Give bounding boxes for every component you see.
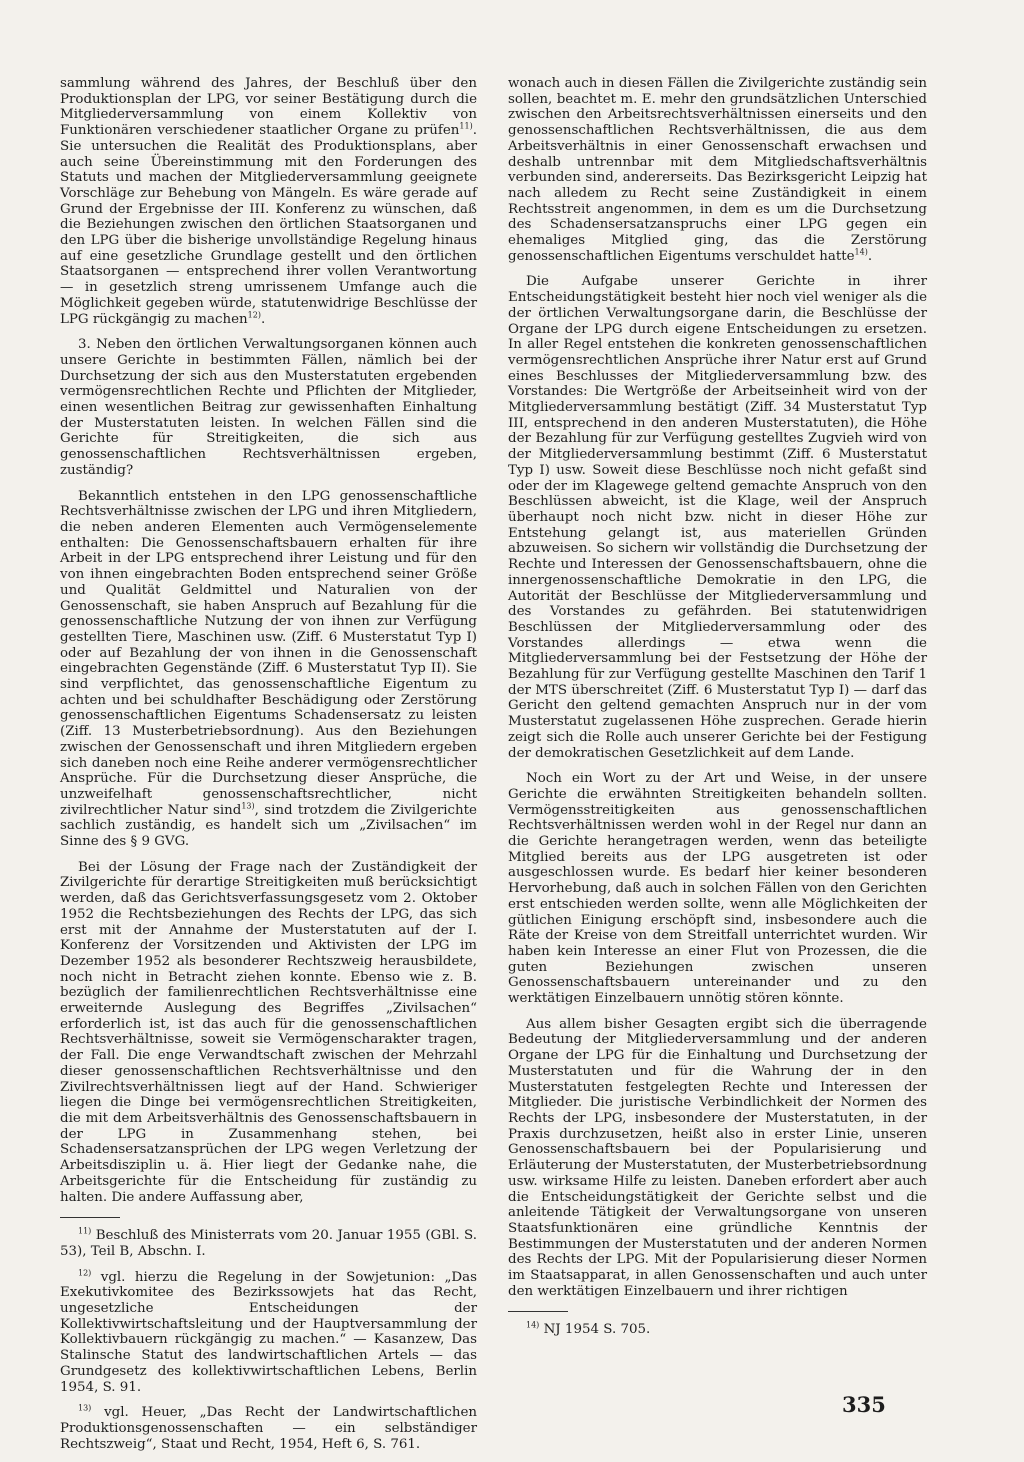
paragraph: wonach auch in diesen Fällen die Zivilgerichte zuständig sein sollen, beachtet m. E. mehr den grundsätzlichen Unterschied zwischen den Arbeitsrechtsverhältnissen einerseits und den genossenschaftlichen Rechtsverhältnissen, die aus dem Arbeitsverhältnis in einer Genossenschaft erwachsen und deshalb untrennbar mit dem Mitgliedschaftsverhältnis verbunden sind, andererseits. Das Bezirksgericht Leipzig hat nach alledem zu Recht seine Zuständigkeit in einem Rechtsstreit angenommen, in dem es um die Durchsetzung des Schadensersatzanspruchs einer LPG gegen ein ehemaliges Mitglied ging, das die Zerstörung genossenschaftlichen Eigentums verschuldet hatte$^{14)}$. (508, 76, 927, 264)
page-number: 335 (842, 1392, 886, 1417)
paragraph: Aus allem bisher Gesagten ergibt sich die überragende Bedeutung der Mitgliederversammlung und der anderen Organe der LPG für die Einhaltung und Durchsetzung der Musterstatuten und für die Wahrung der in den Musterstatuten festgelegten Rechte und Interessen der Mitglieder. Die juristische Verbindlichkeit der Normen des Rechts der LPG, insbesondere der Musterstatuten, in der Praxis durchzusetzen, heißt also in erster Linie, unseren Genossenschaftsbauern bei der Popularisierung und Erläuterung der Musterstatuten, der Musterbetriebsordnung usw. wirksame Hilfe zu leisten. Daneben erfordert aber auch die Entscheidungstätigkeit der Gerichte selbst und die anleitende Tätigkeit der Verwaltungsorgane von unseren Staatsfunktionären eine gründliche Kenntnis der Bestimmungen der Musterstatuten und der anderen Normen des Rechts der LPG. Mit der Popularisierung dieser Normen im Staatsapparat, in allen Genossenschaften und auch unter den werktätigen Einzelbauern und ihrer richtigen (508, 1016, 927, 1299)
paragraph: Bei der Lösung der Frage nach der Zuständigkeit der Zivilgerichte für derartige Streitigkeiten muß berücksichtigt werden, daß das Gerichtsverfassungsgesetz vom 2. Oktober 1952 die Rechtsbeziehungen des Rechts der LPG, das sich erst mit der Annahme der Musterstatuten auf der I. Konferenz der Vorsitzenden und Aktivisten der LPG im Dezember 1952 als besonderer Rechtszweig herausbildete, noch nicht in Betracht ziehen konnte. Ebenso wie z. B. bezüglich der familienrechtlichen Rechtsverhältnisse eine erweiternde Auslegung des Begriffes „Zivilsachen“ erforderlich ist, ist das auch für die genossenschaftlichen Rechtsverhältnisse, soweit sie Vermögenscharakter tragen, der Fall. Die enge Verwandtschaft zwischen der Mehrzahl dieser genossenschaftlichen Rechtsverhältnisse und den Zivilrechtsverhältnissen liegt auf der Hand. Schwieriger liegen die Dinge bei vermögensrechtlichen Streitigkeiten, die mit dem Arbeitsverhältnis des Genossenschaftsbauern in der LPG in Zusammenhang stehen, bei Schadensersatzansprüchen der LPG wegen Verletzung der Arbeitsdisziplin u. ä. Hier liegt der Gedanke nahe, die Arbeitsgerichte für die Entscheidung für zuständig zu halten. Die andere Auffassung aber, (60, 859, 477, 1205)
footnote-ref: 14) (854, 247, 868, 257)
paragraph: Bekanntlich entstehen in den LPG genossenschaftliche Rechtsverhältnisse zwischen der LPG und ihren Mitgliedern, die neben anderen Elementen auch Vermögenselemente enthalten: Die Genossenschaftsbauern erhalten für ihre Arbeit in der LPG entsprechend ihrer Leistung und für den von ihnen eingebrachten Boden entsprechend seiner Größe und Qualität Geldmittel und Naturalien von der Genossenschaft, sie haben Anspruch auf Bezahlung für die genossenschaftliche Nutzung der von ihnen zur Verfügung gestellten Tiere, Maschinen usw. (Ziff. 6 Musterstatut Typ I) oder auf Bezahlung der von ihnen in die Genossenschaft eingebrachten Gegenstände (Ziff. 6 Musterstatut Typ II). Sie sind verpflichtet, das genossenschaftliche Eigentum zu achten und bei schuldhafter Beschädigung oder Zerstörung genossenschaftlichen Eigentums Schadensersatz zu leisten (Ziff. 13 Musterbetriebsordnung). Aus den Beziehungen zwischen der Genossenschaft und ihren Mitgliedern ergeben sich daneben noch eine Reihe anderer vermögensrechtlicher Ansprüche. Für die Durchsetzung dieser Ansprüche, die unzweifelhaft genossenschaftsrechtlicher, nicht zivilrechtlicher Natur sind$^{13)}$, sind trotzdem die Zivilgerichte sachlich zuständig, es handelt sich um „Zivilsachen“ im Sinne des § 9 GVG. (60, 488, 477, 850)
paragraph: Die Aufgabe unserer Gerichte in ihrer Entscheidungstätigkeit besteht hier noch viel weniger als die der örtlichen Verwaltungsorgane darin, die Beschlüsse der Organe der LPG durch eigene Entscheidungen zu ersetzen. In aller Regel entstehen die konkreten genossenschaftlichen vermögensrechtlichen Ansprüche ihrer Natur erst auf Grund eines Beschlusses der Mitgliederversammlung bzw. des Vorstandes: Die Wertgröße der Arbeitseinheit wird von der Mitgliederversammlung bestätigt (Ziff. 34 Musterstatut Typ III, entsprechend in den anderen Musterstatuten), die Höhe der Bezahlung für zur Verfügung gestelltes Zugvieh wird von der Mitgliederversammlung bestimmt (Ziff. 6 Musterstatut Typ I) usw. Soweit diese Beschlüsse noch nicht gefaßt sind oder der im Klagewege geltend gemachte Anspruch von den Beschlüssen abweicht, ist die Klage, weil der Anspruch überhaupt noch nicht bzw. nicht in dieser Höhe zur Entstehung gelangt ist, aus materiellen Gründen abzuweisen. So sichern wir vollständig die Durchsetzung der Rechte und Interessen der Genossenschaftsbauern, ohne die innergenossenschaftliche Demokratie in den LPG, die Autorität der Beschlüsse der Mitgliederversammlung und des Vorstandes zu gefährden. Bei statutenwidrigen Beschlüssen der Mitgliederversammlung oder des Vorstandes allerdings — etwa wenn die Mitgliederversammlung bei der Festsetzung der Höhe der Bezahlung für zur Verfügung gestellte Maschinen den Tarif 1 der MTS überschreitet (Ziff. 6 Musterstatut Typ I) — darf das Gericht den geltend gemachten Anspruch nur in der vom Musterstatut zugelassenen Höhe zusprechen. Gerade hierin zeigt sich die Rolle auch unserer Gerichte bei der Festigung der demokratischen Gesetzlichkeit auf dem Lande. (508, 274, 927, 761)
footnote: $^{12)}$ vgl. hierzu die Regelung in der Sowjetunion: „Das Exekutivkomitee des Bezirkssowjets hat das Recht, ungesetzliche Entscheidungen der Kollektivwirtschaftsleitung und der Hauptversammlung der Kollektivbauern rückgängig zu machen.“ — Kasanzew, Das Stalinsche Statut des landwirtschaftlichen Artels — das Grundgesetz des kollektivwirtschaftlichen Lebens, Berlin 1954, S. 91. (60, 1268, 477, 1395)
footnote-ref: 11) (459, 121, 473, 131)
footnote-ref: 12) (247, 310, 261, 320)
paragraph: sammlung während des Jahres, der Beschluß über den Produktionsplan der LPG, vor seiner Bestätigung durch die Mitgliederversammlung von einem Kollektiv von Funktionären verschiedener staatlicher Organe zu prüfen$^{11)}$. Sie untersuchen die Realität des Produktionsplans, aber auch seine Übereinstimmung mit den Forderungen des Statuts und machen der Mitgliederversammlung geeignete Vorschläge zur Behebung von Mängeln. Es wäre gerade auf Grund der Ergebnisse der III. Konferenz zu wünschen, daß die Beziehungen zwischen den örtlichen Staatsorganen und den LPG über die bisherige unvollständige Regelung hinaus auf eine gesetzliche Grundlage gestellt und den örtlichen Staatsorganen — entsprechend ihrer vollen Verantwortung — in gesetzlich streng umrissenem Umfange auch die Möglichkeit gegeben würde, statutenwidrige Beschlüsse der LPG rückgängig zu machen$^{12)}$. (60, 76, 477, 327)
footnote-divider (60, 1217, 120, 1218)
paragraph: Noch ein Wort zu der Art und Weise, in der unsere Gerichte die erwähnten Streitigkeiten behandeln sollten. Vermögensstreitigkeiten aus genossenschaftlichen Rechtsverhältnissen werden wohl in der Regel nur dann an die Gerichte herangetragen werden, wenn das beteiligte Mitglied bereits aus der LPG ausgetreten ist oder ausgeschlossen wurde. Es bedarf hier keiner besonderen Hervorhebung, daß auch in solchen Fällen von den Gerichten erst entschieden werden sollte, wenn alle Möglichkeiten der gütlichen Einigung erschöpft sind, insbesondere auch die Räte der Kreise von dem Streitfall unterrichtet wurden. Wir haben kein Interesse an einer Flut von Prozessen, die die guten Beziehungen zwischen unseren Genossenschaftsbauern untereinander und zu den werktätigen Einzelbauern unnötig stören könnte. (508, 771, 927, 1007)
footnote-divider (508, 1311, 568, 1312)
footnote: $^{13)}$ vgl. Heuer, „Das Recht der Landwirtschaftlichen Produktionsgenossenschaften — ein selbständiger Rechtszweig“, Staat und Recht, 1954, Heft 6, S. 761. (60, 1403, 477, 1452)
right-column (508, 76, 927, 1348)
footnote: $^{14)}$ NJ 1954 S. 705. (526, 1320, 651, 1338)
footnote: $^{11)}$ Beschluß des Ministerrats vom 20. Januar 1955 (GBl. S. 53), Teil B, Abschn. I. (60, 1226, 477, 1259)
footnote-ref: 13) (241, 801, 255, 811)
left-column (60, 76, 477, 1462)
paragraph: 3. Neben den örtlichen Verwaltungsorganen können auch unsere Gerichte in bestimmten Fällen, nämlich bei der Durchsetzung der sich aus den Musterstatuten ergebenden vermögensrechtlichen Rechte und Pflichten der Mitglieder, einen wesentlichen Beitrag zur gewissenhaften Einhaltung der Musterstatuten leisten. In welchen Fällen sind die Gerichte für Streitigkeiten, die sich aus genossenschaftlichen Rechtsverhältnissen ergeben, zuständig? (60, 337, 477, 478)
